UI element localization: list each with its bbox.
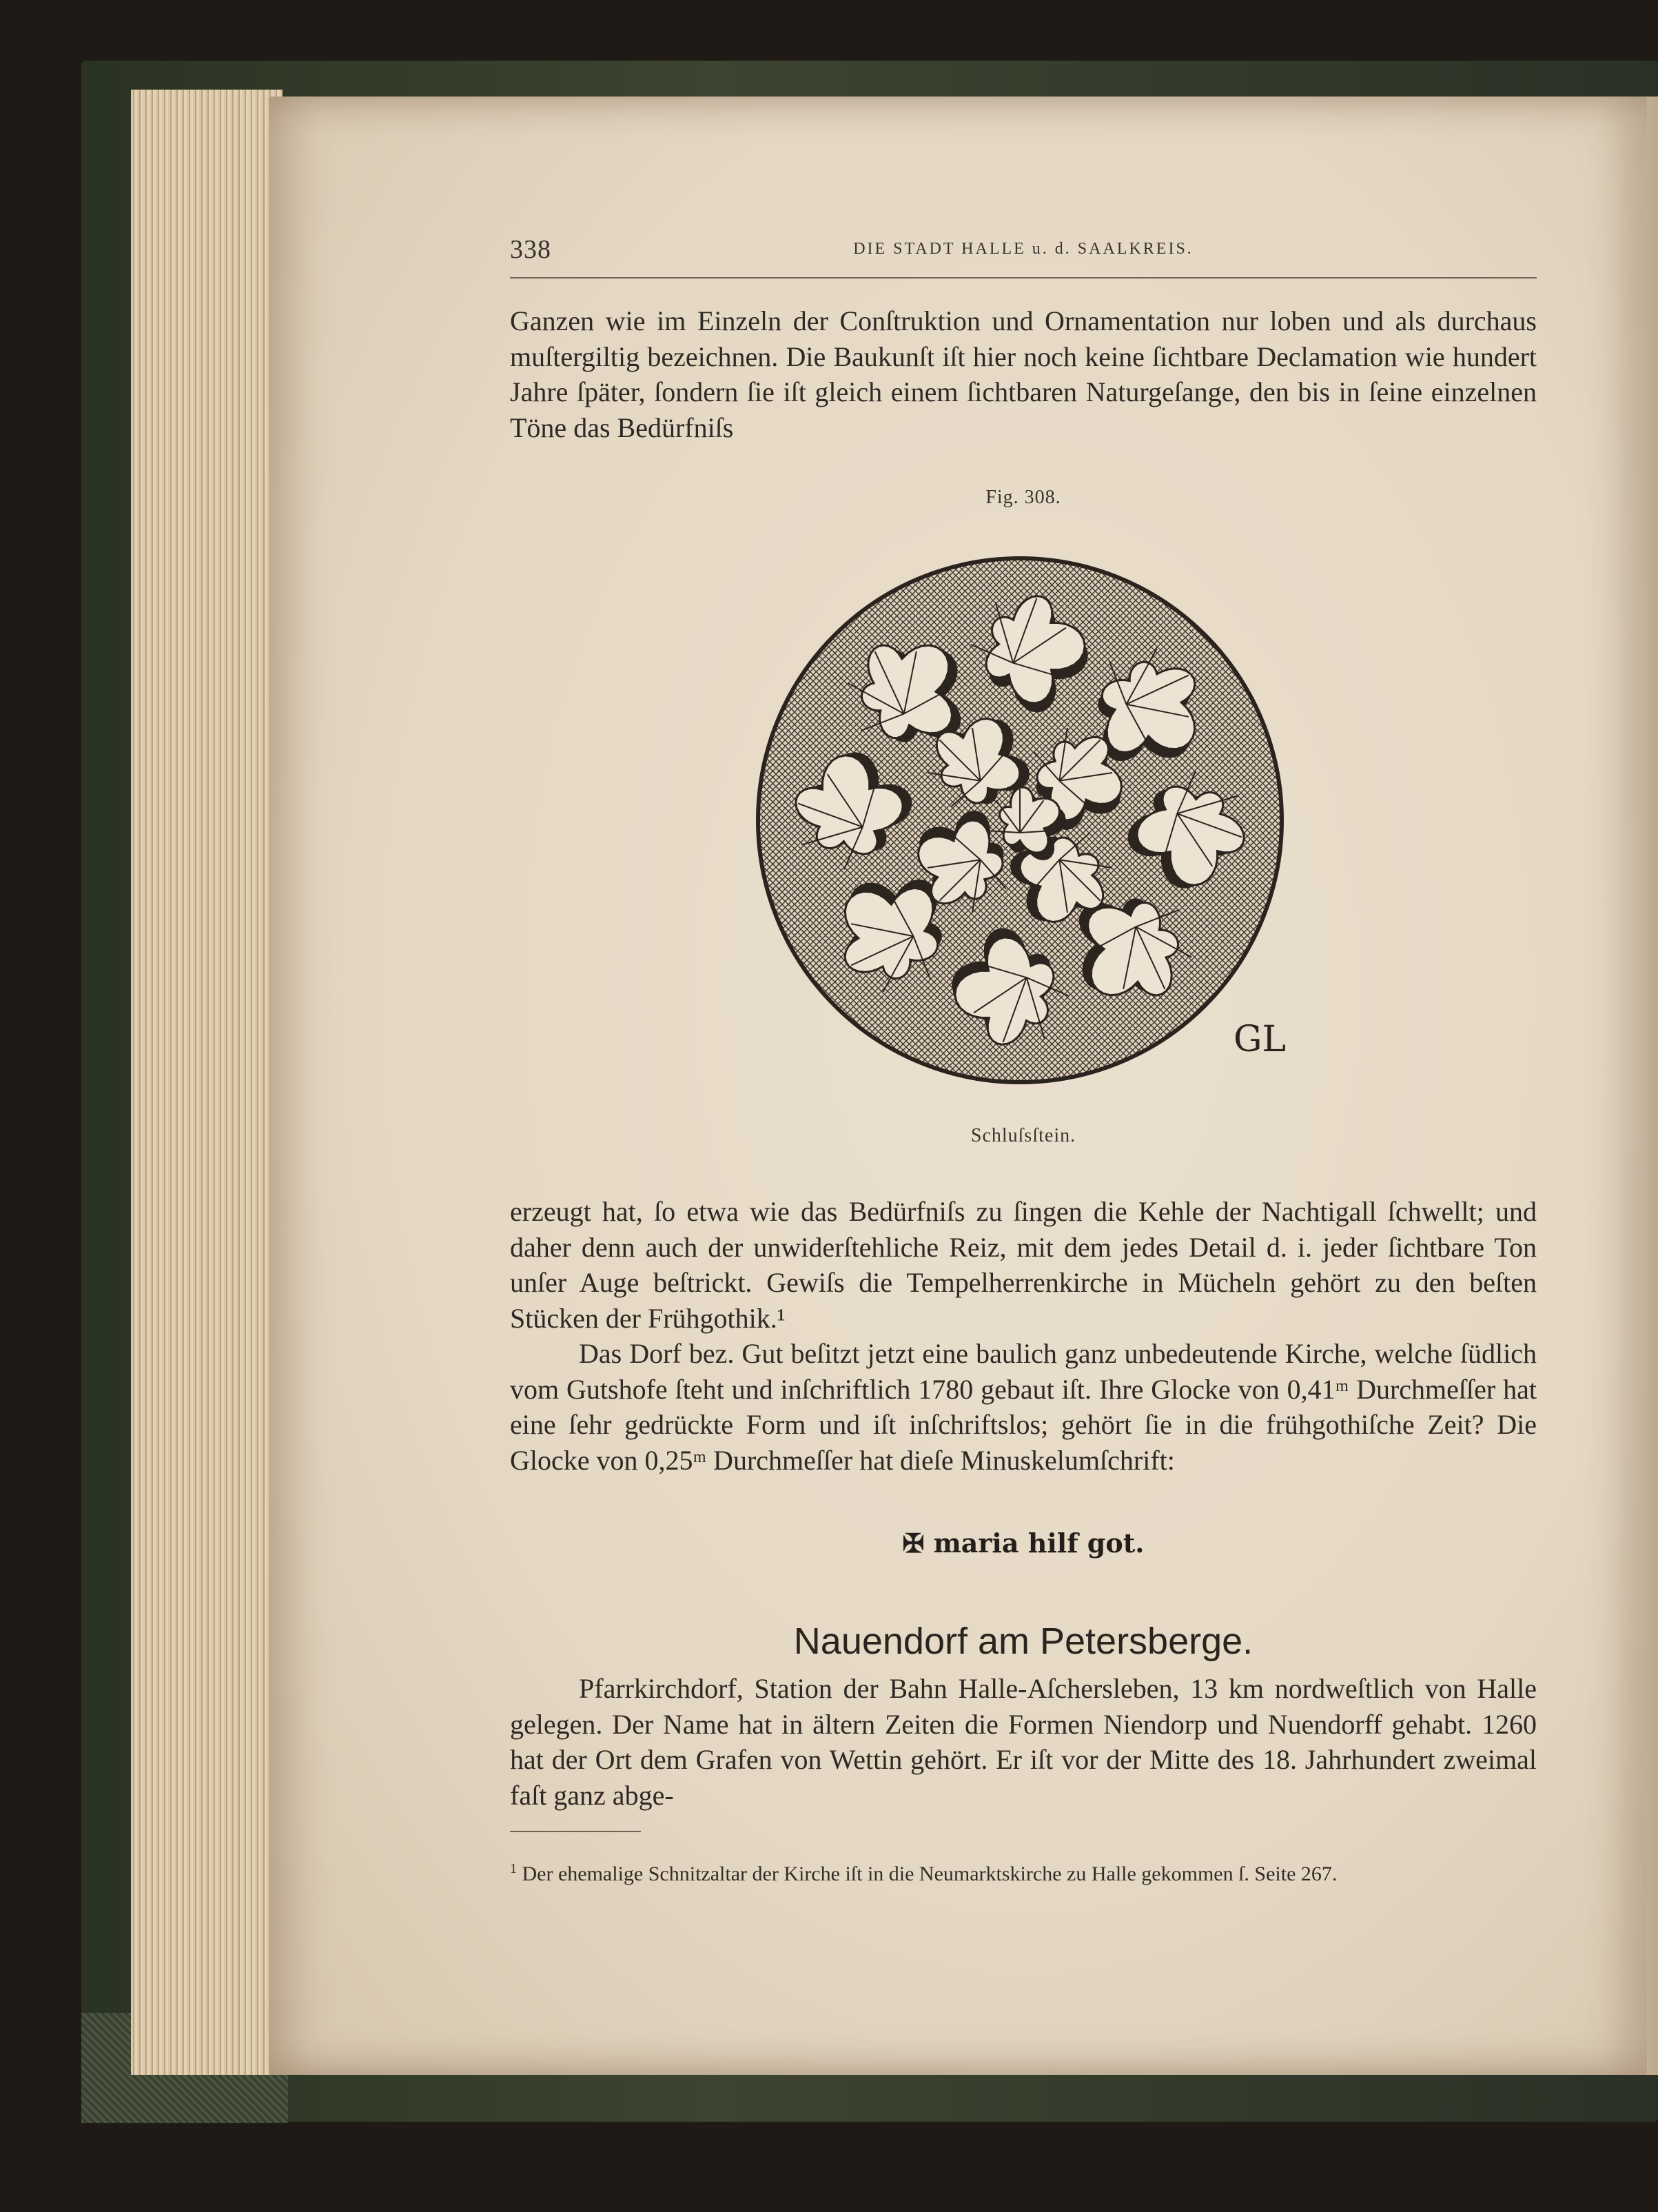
section-heading: Nauendorf am Petersberge. [793,1621,1253,1662]
keystone-figure [751,545,1316,1096]
paragraph: Das Dorf bez. Gut beſitzt jetzt eine baulich ganz unbedeutende Kirche, welche ſüdlich vom Gutshofe ſteht und inſchriftlich 1780 gebaut iſt. Ihre Glocke von 0,41ᵐ Durchmeſſer hat eine ſehr gedrückte Form und iſt inſchriftslos; gehört ſie in die frühgothiſche Zeit? Die Glocke von 0,25ᵐ Durchmeſſer hat dieſe Minuskelumſchrift: [510,1338,1537,1476]
page-header [510,229,1537,278]
paragraph: Pfarrkirchdorf, Station der Bahn Halle-Aſchersleben, 13 km nordweſtlich von Halle gelegen. Der Name hat in ältern Zeiten die Formen Niendorp und Nuendorff gehabt. 1260 hat der Ort dem Grafen von Wettin gehört. Er iſt vor der Mitte des 18. Jahrhundert zweimal faſt ganz abge- [510,1673,1537,1811]
bell-inscription: ✠ maria hilf got. [902,1528,1145,1559]
footnote-text: Der ehemalige Schnitzaltar der Kirche iſt in die Neumarktskirche zu Halle gekommen ſ. Seite 267. [522,1863,1338,1885]
footnote-rule [510,1831,641,1832]
page-stack-edge [131,90,283,2075]
body-text-top [510,303,1537,445]
body-text-bottom [510,1671,1537,1813]
paragraph: Ganzen wie im Einzeln der Conſtruktion und Ornamentation nur loben und als durchaus muſtergiltig bezeichnen. Die Baukunſt iſt hier noch keine ſichtbare Declamation wie hundert Jahre ſpäter, ſondern ſie iſt gleich einem ſichtbaren Naturgeſange, den bis in ſeine einzelnen Töne das Bedürfniſs [510,305,1537,443]
footnote-marker: 1 [510,1861,517,1876]
keystone-illustration [751,545,1316,1096]
paragraph: erzeugt hat, ſo etwa wie das Bedürfniſs zu ſingen die Kehle der Nachtigall ſchwellt; und daher denn auch der unwiderſtehliche Reiz, mit dem jedes Detail d. i. jeder ſichtbare Ton unſer Auge beſtrickt. Gewiſs die Tempelherrenkirche in Mücheln gehört zu den beſten Stücken der Frühgothik.¹ [510,1196,1537,1334]
body-text-middle [510,1194,1537,1478]
artist-monogram: GL [1234,1019,1287,1060]
footnote [510,1854,1537,1889]
figure-caption: Schluſsſtein. [970,1125,1076,1146]
page-number: 338 [510,235,551,264]
figure-label: Fig. 308. [985,487,1061,508]
running-title: DIE STADT HALLE u. d. SAALKREIS. [853,240,1194,258]
